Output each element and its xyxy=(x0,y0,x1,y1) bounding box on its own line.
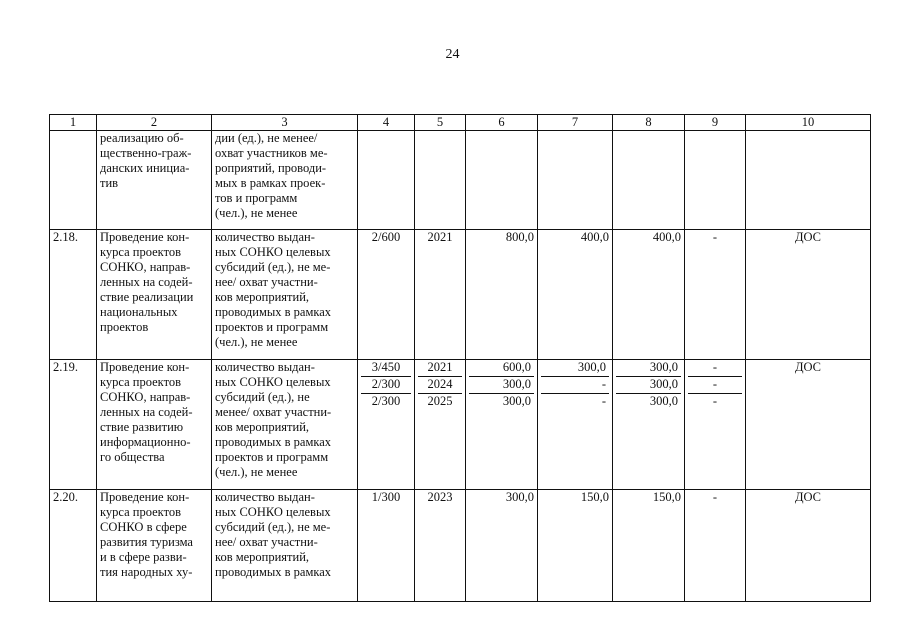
program-table xyxy=(49,114,871,602)
sub-row xyxy=(688,394,742,411)
sub-row xyxy=(361,377,411,394)
cell-c4: 2/300 xyxy=(361,377,411,394)
table-row xyxy=(50,230,871,360)
sub-values xyxy=(469,360,534,410)
sub-row xyxy=(469,360,534,377)
cell-indicator: дии (ед.), не менее/ охват участников ме- роприятий, проводи- мых в рамках проек- тов и программ (чел.), не менее xyxy=(212,131,358,230)
sub-row xyxy=(541,377,609,394)
sub-row xyxy=(418,377,462,394)
cell-name: реализацию об- щественно-граж- данских инициа- тив xyxy=(97,131,212,230)
cell-c6: 600,0 xyxy=(469,360,534,377)
sub-values xyxy=(688,360,742,410)
cell-name: Проведение кон- курса проектов СОНКО, направ- ленных на содей- ствие реализации национальных проектов xyxy=(97,230,212,360)
column-header-5: 5 xyxy=(415,115,466,131)
cell-c9: - xyxy=(685,490,746,602)
cell-c5: 2024 xyxy=(418,377,462,394)
cell-c7: 150,0 xyxy=(538,490,613,602)
sub-row xyxy=(361,394,411,411)
table-row-continued xyxy=(50,131,871,230)
cell-c4-group xyxy=(358,360,415,490)
sub-row xyxy=(418,394,462,411)
sub-row xyxy=(361,360,411,377)
cell-c7: 300,0 xyxy=(541,360,609,377)
table-row xyxy=(50,490,871,602)
cell-c8-group xyxy=(613,360,685,490)
cell-c7: - xyxy=(601,394,606,408)
cell-c6: 300,0 xyxy=(469,377,534,394)
cell-c4: 2/300 xyxy=(371,394,401,408)
cell-c4: 2/600 xyxy=(358,230,415,360)
cell-c10: ДОС xyxy=(746,360,871,490)
cell-c6: 300,0 xyxy=(466,490,538,602)
cell-c9: - xyxy=(685,230,746,360)
cell-c6: 300,0 xyxy=(502,394,531,408)
cell-c4 xyxy=(358,131,415,230)
cell-c8: 400,0 xyxy=(613,230,685,360)
cell-c5-group xyxy=(415,360,466,490)
cell-c9 xyxy=(685,131,746,230)
sub-row xyxy=(688,377,742,394)
cell-c8: 300,0 xyxy=(616,377,681,394)
sub-row xyxy=(469,377,534,394)
cell-indicator: количество выдан- ных СОНКО целевых субсидий (ед.), не ме- нее/ охват участни- ков мероприятий, проводимых в рамках проектов и программ (чел.), не менее xyxy=(212,230,358,360)
cell-number: 2.18. xyxy=(50,230,97,360)
sub-row xyxy=(616,394,681,411)
cell-c5: 2023 xyxy=(415,490,466,602)
sub-row xyxy=(541,394,609,411)
sub-row xyxy=(541,360,609,377)
cell-c9: - xyxy=(688,377,742,394)
cell-name: Проведение кон- курса проектов СОНКО, направ- ленных на содей- ствие развитию информационно- го общества xyxy=(97,360,212,490)
table-row xyxy=(50,360,871,490)
sub-row xyxy=(418,360,462,377)
cell-c8 xyxy=(613,131,685,230)
cell-c9-group xyxy=(685,360,746,490)
cell-number xyxy=(50,131,97,230)
column-number-row xyxy=(50,115,871,131)
cell-c8: 300,0 xyxy=(649,394,678,408)
cell-c6-group xyxy=(466,360,538,490)
cell-indicator: количество выдан- ных СОНКО целевых субсидий (ед.), не ме- нее/ охват участни- ков мероприятий, проводимых в рамках xyxy=(212,490,358,602)
sub-values xyxy=(361,360,411,410)
column-header-2: 2 xyxy=(97,115,212,131)
cell-c10 xyxy=(746,131,871,230)
column-header-7: 7 xyxy=(538,115,613,131)
cell-c6 xyxy=(466,131,538,230)
column-header-4: 4 xyxy=(358,115,415,131)
sub-values xyxy=(616,360,681,410)
column-header-10: 10 xyxy=(746,115,871,131)
sub-values xyxy=(418,360,462,410)
cell-c8: 300,0 xyxy=(616,360,681,377)
cell-c7: 400,0 xyxy=(538,230,613,360)
cell-name: Проведение кон- курса проектов СОНКО в сфере развития туризма и в сфере разви- тия народных ху- xyxy=(97,490,212,602)
cell-c5: 2025 xyxy=(427,394,453,408)
column-header-6: 6 xyxy=(466,115,538,131)
column-header-3: 3 xyxy=(212,115,358,131)
cell-c6: 800,0 xyxy=(466,230,538,360)
cell-c9: - xyxy=(712,394,718,408)
page-number: 24 xyxy=(445,47,460,62)
cell-c7: - xyxy=(541,377,609,394)
sub-row xyxy=(469,394,534,411)
cell-number: 2.20. xyxy=(50,490,97,602)
cell-number: 2.19. xyxy=(50,360,97,490)
column-header-9: 9 xyxy=(685,115,746,131)
cell-c9: - xyxy=(688,360,742,377)
sub-row xyxy=(616,360,681,377)
cell-c5: 2021 xyxy=(415,230,466,360)
column-header-1: 1 xyxy=(50,115,97,131)
cell-c4: 3/450 xyxy=(361,360,411,377)
sub-row xyxy=(688,360,742,377)
cell-c10: ДОС xyxy=(746,490,871,602)
cell-c10: ДОС xyxy=(746,230,871,360)
sub-row xyxy=(616,377,681,394)
cell-c4: 1/300 xyxy=(358,490,415,602)
cell-c7-group xyxy=(538,360,613,490)
sub-values xyxy=(541,360,609,410)
cell-c7 xyxy=(538,131,613,230)
cell-c5 xyxy=(415,131,466,230)
cell-indicator: количество выдан- ных СОНКО целевых субсидий (ед.), не менее/ охват участни- ков мероприятий, проводимых в рамках проектов и программ (чел.), не менее xyxy=(212,360,358,490)
cell-c5: 2021 xyxy=(418,360,462,377)
cell-c8: 150,0 xyxy=(613,490,685,602)
column-header-8: 8 xyxy=(613,115,685,131)
